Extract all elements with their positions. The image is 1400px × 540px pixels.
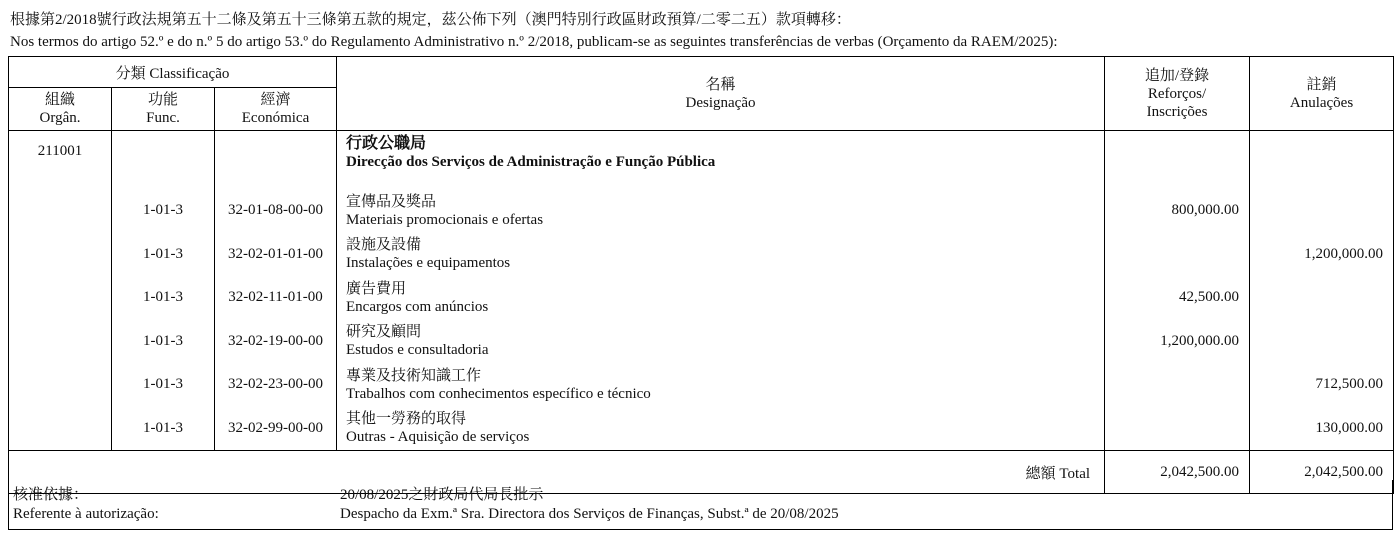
econ-header-zh: 經濟 (260, 92, 291, 108)
item-name (337, 276, 1105, 320)
org-header-zh: 組織 (44, 92, 75, 108)
reforcos-value (1105, 407, 1250, 451)
func-code: 1-01-3 (112, 276, 215, 320)
item-name-pt: Materiais promocionais e ofertas (346, 211, 544, 228)
designation-header-pt: Designação (685, 94, 756, 111)
table-row (9, 233, 1394, 277)
authorization-value-pt: Despacho da Exm.ª Sra. Directora dos Serviços de Finanças, Subst.ª de 20/08/2025 (340, 506, 839, 522)
item-name (337, 320, 1105, 364)
designation-header (337, 57, 1105, 131)
total-label: 總額 Total (9, 451, 1105, 494)
org-name (337, 131, 1105, 190)
anulacoes-value (1250, 320, 1394, 364)
item-name-pt: Instalações e equipamentos (346, 255, 511, 272)
authorization-box (8, 480, 1393, 530)
authorization-label-zh: 核准依據： (13, 487, 89, 503)
func-code: 1-01-3 (112, 407, 215, 451)
item-name-zh: 專業及技術知識工作 (346, 367, 482, 384)
item-name-pt: Estudos e consultadoria (346, 342, 489, 359)
item-name (337, 189, 1105, 233)
item-name (337, 363, 1105, 407)
func-code: 1-01-3 (112, 320, 215, 364)
reforcos-header-zh: 追加/登錄 (1144, 67, 1210, 84)
func-code: 1-01-3 (112, 363, 215, 407)
table-row (9, 276, 1394, 320)
org-name-pt: Direcção dos Serviços de Administração e Função Pública (346, 154, 716, 170)
item-name (337, 407, 1105, 451)
table-row (9, 407, 1394, 451)
reforcos-value: 42,500.00 (1105, 276, 1250, 320)
econ-code: 32-02-99-00-00 (215, 407, 337, 451)
anulacoes-header (1250, 57, 1394, 131)
func-header (112, 88, 215, 131)
organization-row (9, 131, 1394, 190)
anulacoes-value (1250, 276, 1394, 320)
intro-chinese: 根據第2/2018號行政法規第五十二條及第五十三條第五款的規定，茲公佈下列（澳門特別行政區財政預算/二零二五）款項轉移： (10, 12, 851, 28)
item-name-pt: Encargos com anúncios (346, 298, 489, 315)
anulacoes-header-pt: Anulações (1289, 94, 1354, 111)
classification-header: 分類 Classificação (9, 57, 337, 88)
item-name-pt: Trabalhos com conhecimentos específico e técnico (346, 385, 651, 402)
reforcos-value (1105, 233, 1250, 277)
designation-header-zh: 名稱 (705, 76, 736, 93)
econ-header (215, 88, 337, 131)
item-name-zh: 設施及設備 (346, 237, 422, 254)
table-row (9, 363, 1394, 407)
reforcos-header-pt1: Reforços/ (1147, 85, 1207, 102)
reforcos-header-pt2: Inscrições (1146, 103, 1208, 120)
item-name-zh: 其他一勞務的取得 (346, 411, 467, 428)
econ-code: 32-02-19-00-00 (215, 320, 337, 364)
item-name (337, 233, 1105, 277)
intro-portuguese: Nos termos do artigo 52.º e do n.º 5 do artigo 53.º do Regulamento Administrativo n.º 2/2018, publicam-se as seguintes transferências de verbas (Orçamento da RAEM/2025): (10, 34, 1058, 50)
econ-code: 32-02-23-00-00 (215, 363, 337, 407)
econ-code: 32-02-01-01-00 (215, 233, 337, 277)
total-anulacoes: 2,042,500.00 (1250, 451, 1394, 494)
reforcos-value (1105, 363, 1250, 407)
item-name-zh: 宣傳品及獎品 (346, 193, 437, 210)
authorization-value-zh: 20/08/2025之財政局代局長批示 (340, 487, 544, 503)
table-row (9, 320, 1394, 364)
anulacoes-value: 712,500.00 (1250, 363, 1394, 407)
econ-header-pt: Económica (241, 110, 310, 126)
anulacoes-value: 1,200,000.00 (1250, 233, 1394, 277)
reforcos-value: 800,000.00 (1105, 189, 1250, 233)
budget-transfer-table (8, 56, 1394, 494)
org-code: 211001 (9, 131, 112, 190)
total-reforcos: 2,042,500.00 (1105, 451, 1250, 494)
anulacoes-value: 130,000.00 (1250, 407, 1394, 451)
func-code: 1-01-3 (112, 233, 215, 277)
reforcos-header (1105, 57, 1250, 131)
func-header-pt: Func. (146, 110, 180, 126)
econ-code: 32-02-11-01-00 (215, 276, 337, 320)
reforcos-value: 1,200,000.00 (1105, 320, 1250, 364)
org-name-zh: 行政公職局 (346, 135, 427, 152)
authorization-label-pt: Referente à autorização: (13, 506, 159, 522)
item-name-zh: 廣告費用 (346, 280, 407, 297)
anulacoes-header-zh: 註銷 (1306, 76, 1337, 93)
item-name-zh: 研究及顧問 (346, 324, 422, 341)
func-code: 1-01-3 (112, 189, 215, 233)
func-header-zh: 功能 (147, 92, 178, 108)
item-name-pt: Outras - Aquisição de serviços (346, 429, 530, 446)
org-header-pt: Orgân. (39, 110, 81, 126)
econ-code: 32-01-08-00-00 (215, 189, 337, 233)
table-row (9, 189, 1394, 233)
org-header (9, 88, 112, 131)
anulacoes-value (1250, 189, 1394, 233)
